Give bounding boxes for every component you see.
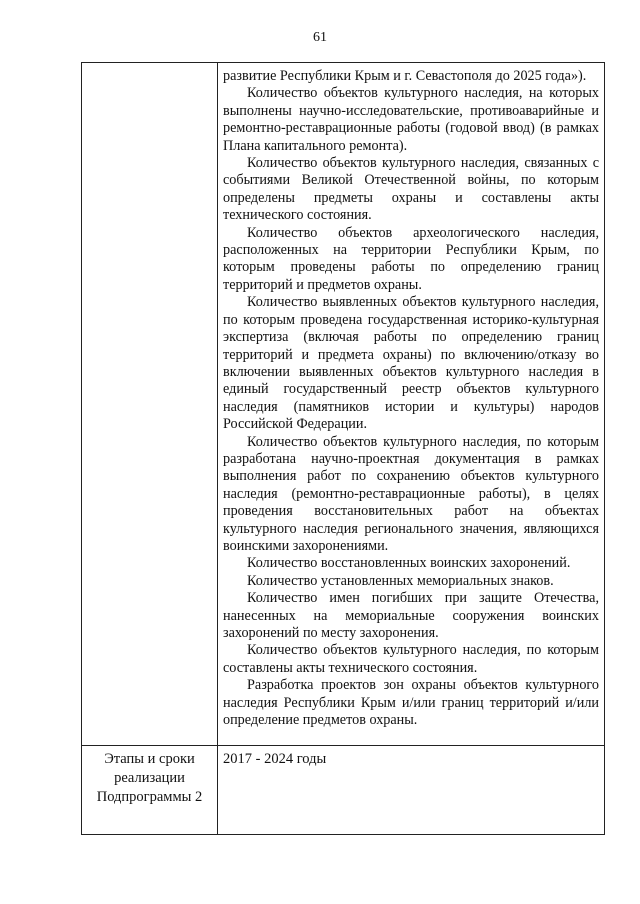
- paragraph: Количество восстановленных воинских захоронений.: [247, 555, 571, 572]
- stages-value: 2017 - 2024 годы: [223, 751, 327, 767]
- subprogram-table: [81, 62, 605, 835]
- paragraph: Количество объектов археологического наследия, расположенных на территории Республики Крым, по которым проведены работы по определению границ территорий и предметов охраны.: [223, 224, 599, 293]
- paragraph: Количество объектов культурного наследия, по которым разработана научно-проектная документация в рамках выполнения работ по сохранению объектов культурного наследия (ремонтно-реставрационные работы), в целях проведения восстановительных работ на объектах культурного наследия регионального значения, являющихся воинскими захоронениями.: [223, 433, 599, 554]
- paragraph: Количество объектов культурного наследия, на которых выполнены научно-исследовательские, противоаварийные и ремонтно-реставрационные работы (годовой ввод) (в рамках Плана капитального ремонта).: [223, 85, 599, 154]
- paragraph: Количество установленных мемориальных знаков.: [247, 572, 554, 589]
- paragraph: Количество объектов культурного наследия, связанных с событиями Великой Отечественной войны, по которым определены предметы охраны и составлены акты технического состояния.: [223, 155, 599, 224]
- indicators-text: [219, 64, 603, 731]
- table-row-indicators: [82, 63, 605, 746]
- paragraph: Количество выявленных объектов культурного наследия, по которым проведена государственная историко-культурная экспертиза (включая работы по определению границ территорий и предмета охраны) по включению/отказу во включении выявленных объектов культурного наследия в единый государственный реестр объектов культурного наследия (памятников истории и культуры) народов Российской Федерации.: [223, 294, 599, 433]
- table-cell-indicators: [218, 63, 605, 746]
- stages-label-line: Подпрограммы 2: [96, 789, 203, 805]
- stages-label-line: реализации: [114, 770, 185, 786]
- stages-value-cell: [218, 746, 605, 835]
- paragraph: Разработка проектов зон охраны объектов культурного наследия Республики Крым и/или границ территорий и/или определение предметов охраны.: [223, 677, 599, 729]
- paragraph: Количество объектов культурного наследия, по которым составлены акты технического состояния.: [223, 642, 599, 676]
- table-cell-empty: [82, 63, 218, 746]
- page-number: 61: [313, 30, 327, 45]
- paragraph: Количество имен погибших при защите Отечества, нанесенных на мемориальные сооружения воинских захоронений по месту захоронения.: [223, 590, 599, 641]
- paragraph-continuation: развитие Республики Крым и г. Севастополя до 2025 года»).: [223, 68, 587, 84]
- stages-label-line: Этапы и сроки: [104, 751, 195, 767]
- table-row-stages: [82, 746, 605, 835]
- stages-label-cell: [82, 746, 218, 835]
